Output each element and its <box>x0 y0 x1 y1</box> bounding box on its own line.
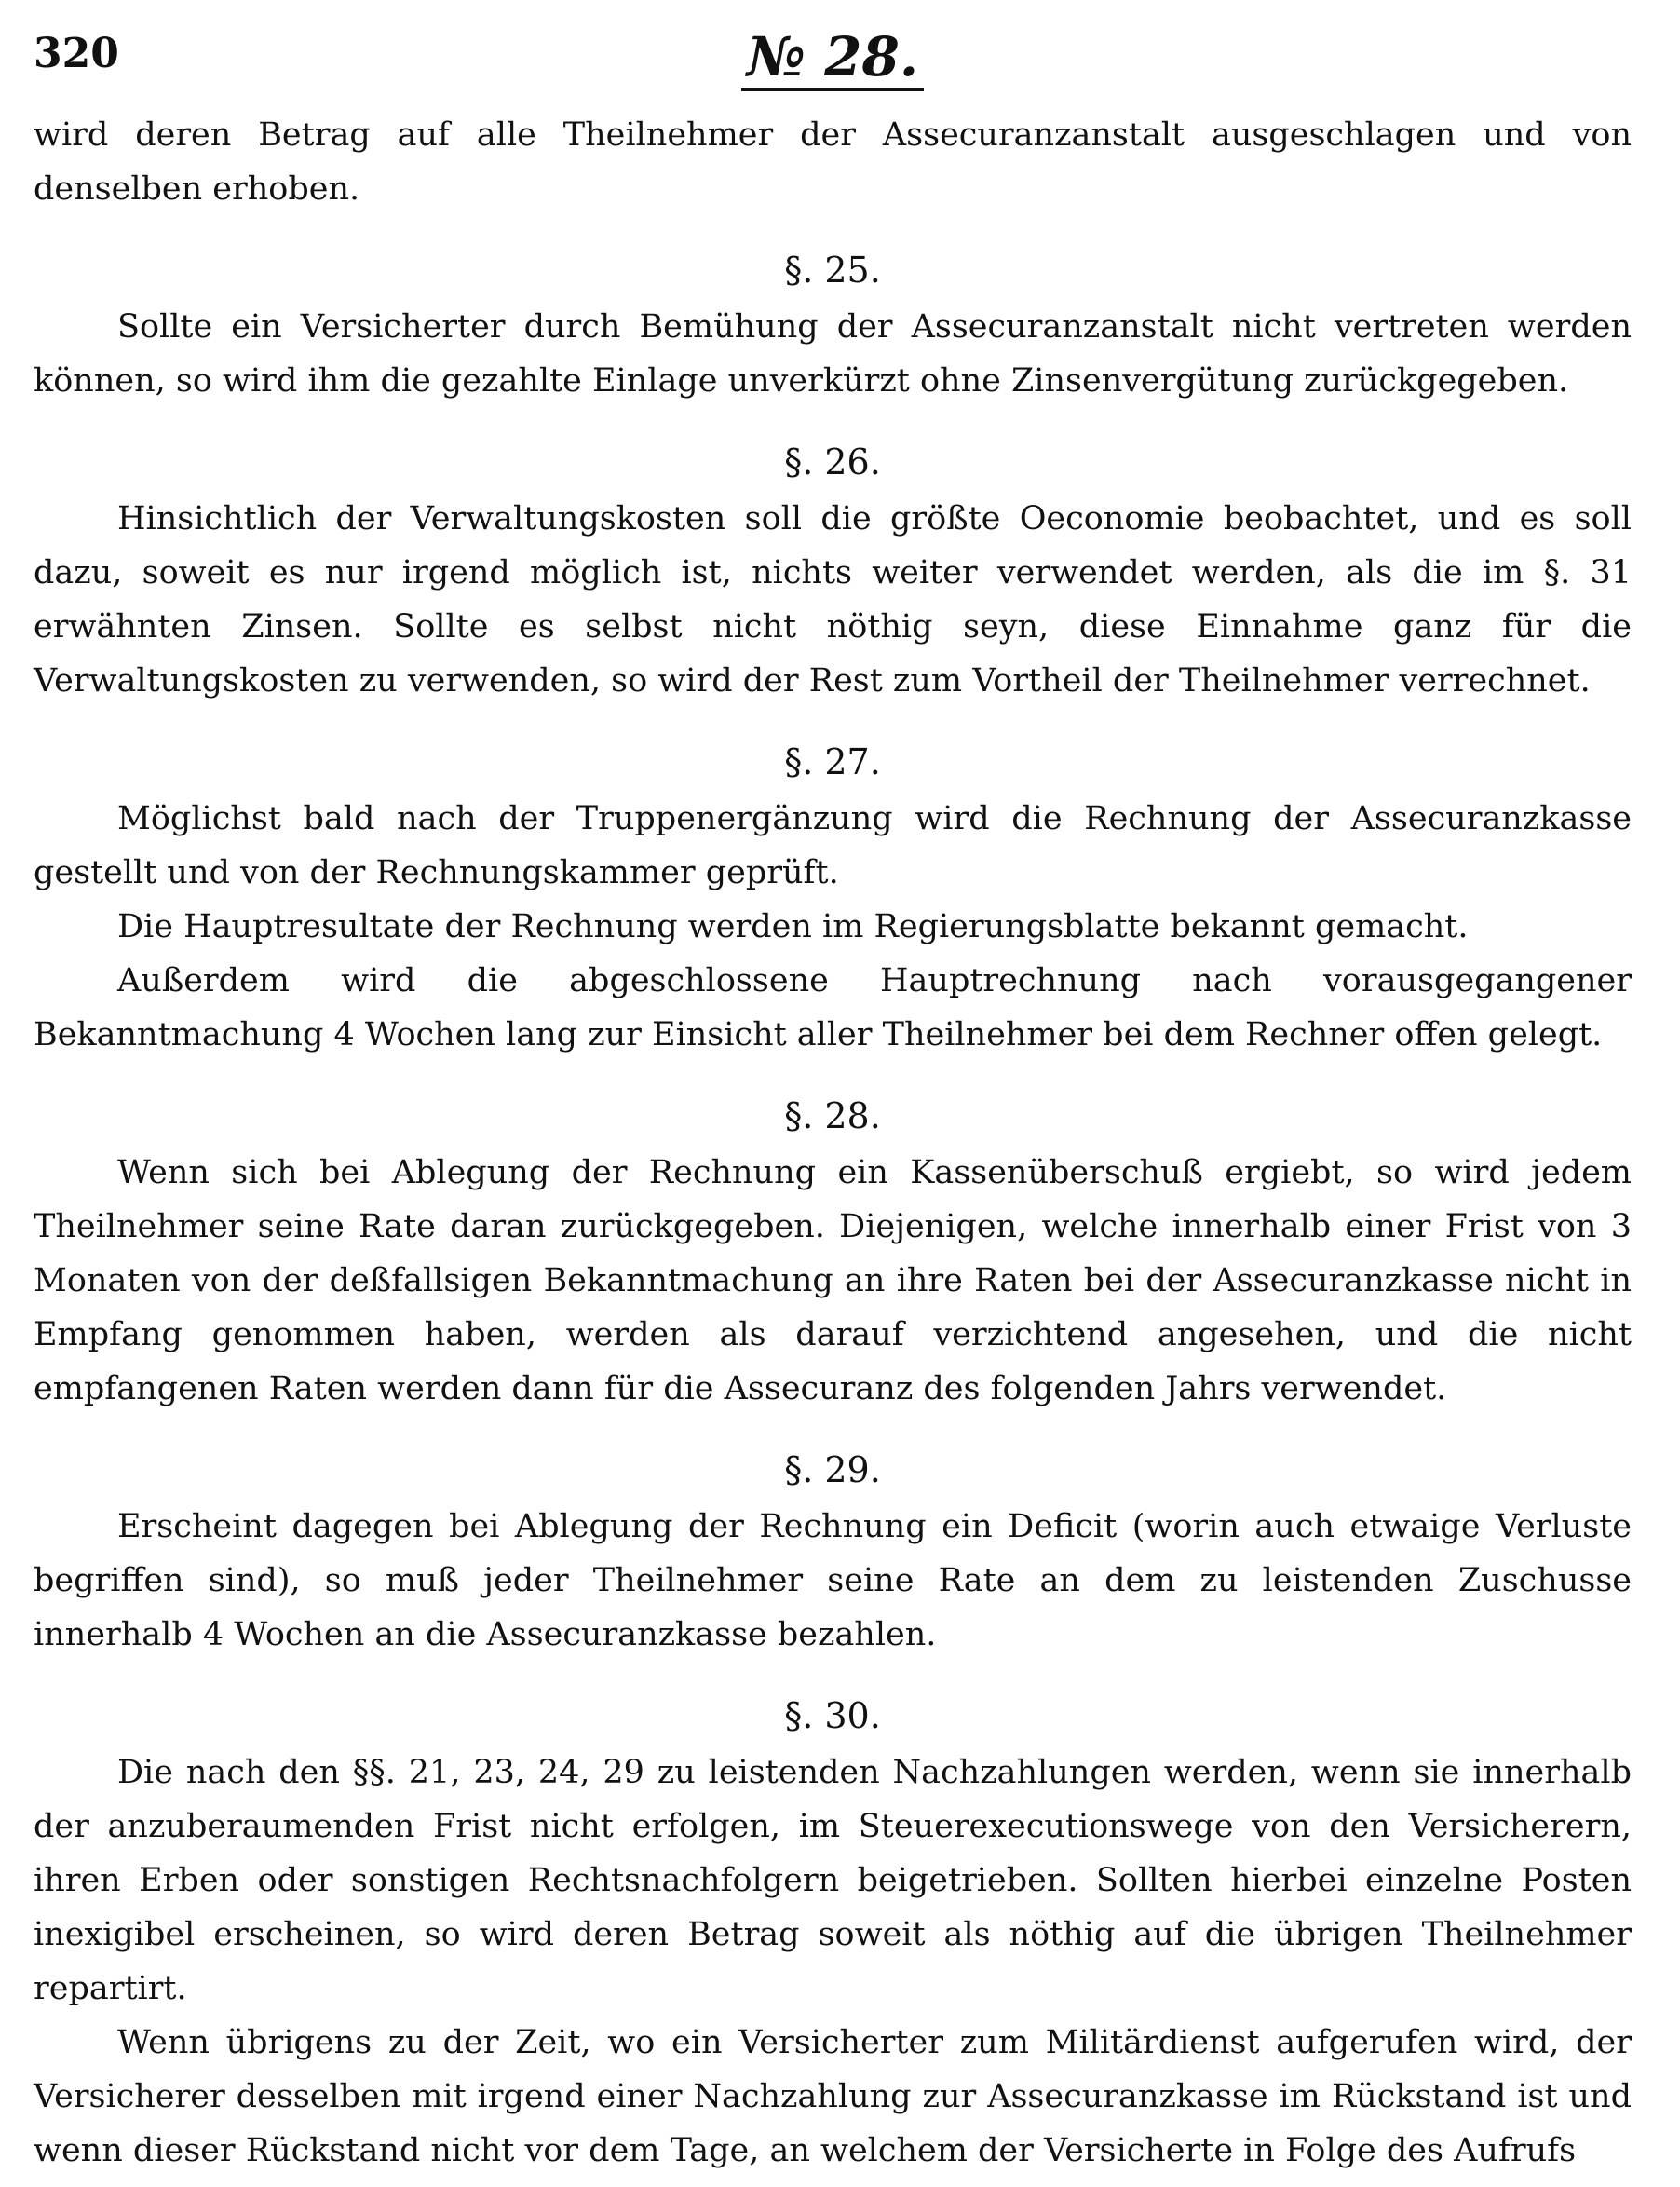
section-paragraph: Sollte ein Versicherter durch Bemühung der Assecuranzanstalt nicht vertreten werden können, so wird ihm die gezahlte Einlage unverkürzt ohne Zinsenvergütung zurückgegeben. <box>34 308 1632 400</box>
section-29 <box>34 1442 1632 1662</box>
section-paragraph: Außerdem wird die abgeschlossene Hauptrechnung nach vorausgegangener Bekanntmachung 4 Wochen lang zur Einsicht aller Theilnehmer bei dem Rechner offen gelegt. <box>34 962 1632 1053</box>
section-26 <box>34 434 1632 708</box>
section-paragraph: Die nach den §§. 21, 23, 24, 29 zu leistenden Nachzahlungen werden, wenn sie innerhalb der anzuberaumenden Frist nicht erfolgen, im Steuerexecutionswege von den Versicherern, ihren Erben oder sonstigen Rechtsnachfolgern beigetrieben. Sollten hierbei einzelne Posten inexigibel erscheinen, so wird deren Betrag soweit als nöthig auf die übrigen Theilnehmer repartirt. <box>34 1754 1632 2007</box>
section-heading: §. 27. <box>784 741 881 782</box>
document-page <box>34 25 1632 2170</box>
section-28 <box>34 1088 1632 1416</box>
intro-paragraph: wird deren Betrag auf alle Theilnehmer der Assecuranzanstalt ausgeschlagen und von denselben erhoben. <box>34 116 1632 208</box>
section-paragraph: Wenn übrigens zu der Zeit, wo ein Versicherter zum Militärdienst aufgerufen wird, der Versicherer desselben mit irgend einer Nachzahlung zur Assecuranzkasse im Rückstand ist und wenn dieser Rückstand nicht vor dem Tage, an welchem der Versicherte in Folge des Aufrufs <box>34 2024 1632 2169</box>
section-paragraph: Wenn sich bei Ablegung der Rechnung ein Kassenüberschuß ergiebt, so wird jedem Theilnehmer seine Rate daran zurückgegeben. Diejenigen, welche innerhalb einer Frist von 3 Monaten von der deßfallsigen Bekanntmachung an ihre Raten bei der Assecuranzkasse nicht in Empfang genommen haben, werden als darauf verzichtend angesehen, und die nicht empfangenen Raten werden dann für die Assecuranz des folgenden Jahrs verwendet. <box>34 1154 1632 1407</box>
section-heading: §. 25. <box>784 250 881 291</box>
section-27 <box>34 734 1632 1062</box>
section-30 <box>34 1688 1632 2178</box>
issue-number-text: № 28. <box>741 25 924 91</box>
section-paragraph: Die Hauptresultate der Rechnung werden im Regierungsblatte bekannt gemacht. <box>117 908 1469 945</box>
section-heading: §. 30. <box>784 1695 881 1736</box>
section-heading: §. 28. <box>784 1095 881 1136</box>
section-heading: §. 26. <box>784 441 881 482</box>
page-header <box>34 25 1632 108</box>
section-paragraph: Möglichst bald nach der Truppenergänzung wird die Rechnung der Assecuranzkasse gestellt und von der Rechnungskammer geprüft. <box>34 800 1632 891</box>
page-number: 320 <box>34 30 119 77</box>
section-25 <box>34 242 1632 408</box>
issue-number <box>34 25 1632 88</box>
section-paragraph: Hinsichtlich der Verwaltungskosten soll die größte Oeconomie beobachtet, und es soll dazu, soweit es nur irgend möglich ist, nichts weiter verwendet werden, als die im §. 31 erwähnten Zinsen. Sollte es selbst nicht nöthig seyn, diese Einnahme ganz für die Verwaltungskosten zu verwenden, so wird der Rest zum Vortheil der Theilnehmer verrechnet. <box>34 500 1632 700</box>
section-paragraph: Erscheint dagegen bei Ablegung der Rechnung ein Deficit (worin auch etwaige Verluste begriffen sind), so muß jeder Theilnehmer seine Rate an dem zu leistenden Zuschusse innerhalb 4 Wochen an die Assecuranzkasse bezahlen. <box>34 1508 1632 1653</box>
section-heading: §. 29. <box>784 1449 881 1490</box>
